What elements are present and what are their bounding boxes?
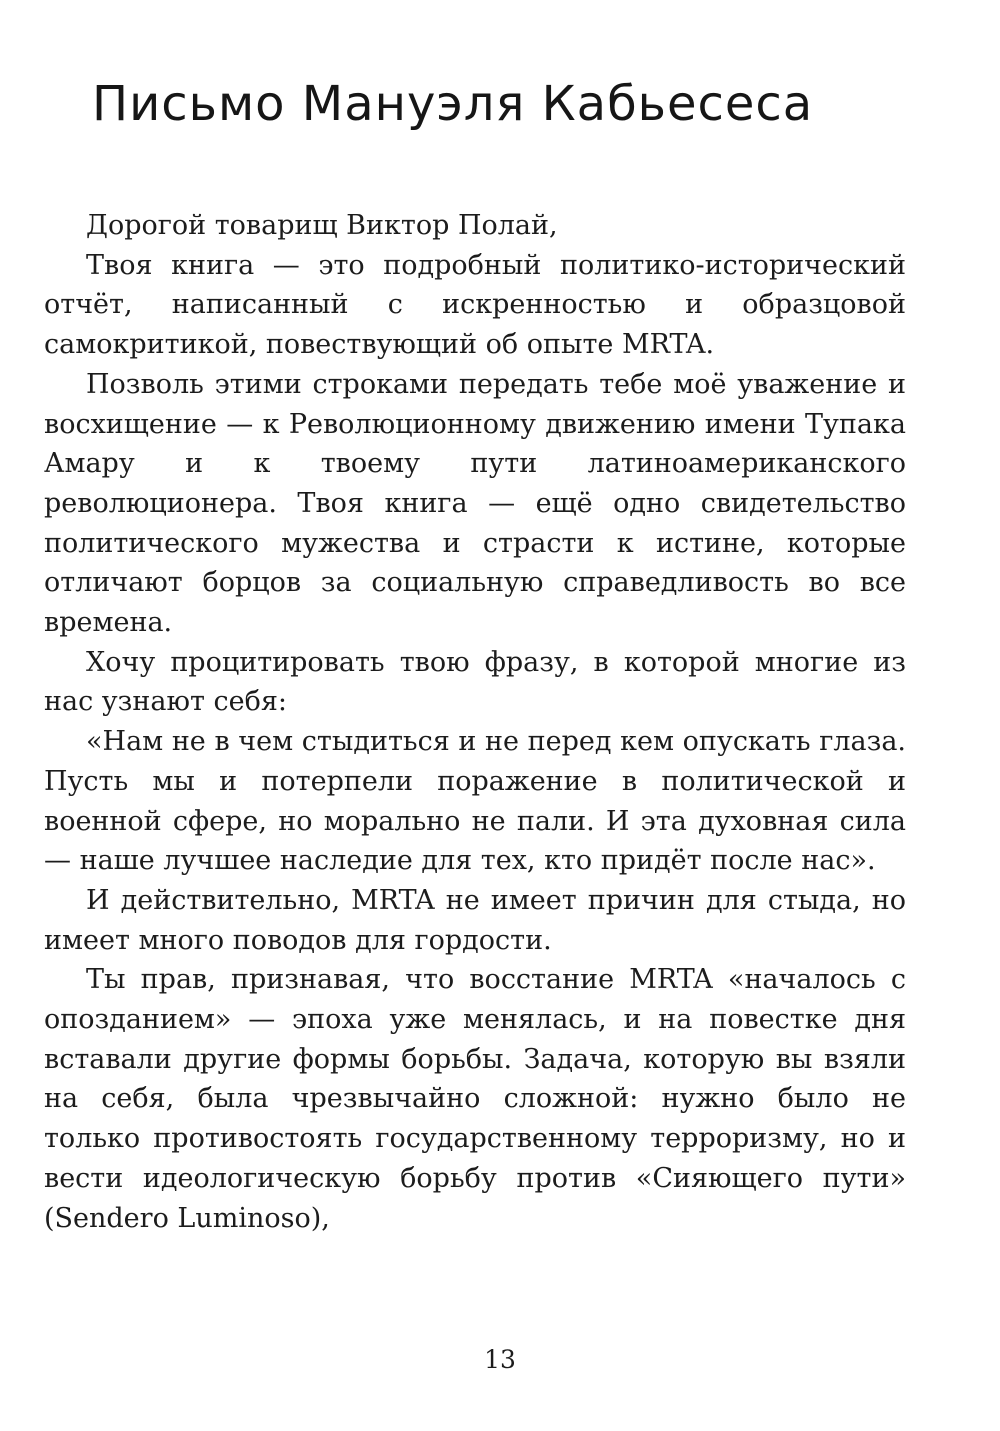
paragraph: Позволь этими строками передать тебе моё уважение и восхищение — к Революционному движению имени Тупака Амару и к твоему пути латиноамериканского революционера. Твоя книга — ещё одно свидетельство политического мужества и страсти к истине, которые отличают борцов за социальную справедливость во все времена. bbox=[44, 368, 906, 639]
quote-paragraph: «Нам не в чем стыдиться и не перед кем опускать глаза. Пусть мы и потерпели поражение в политической и военной сфере, но морально не пали. И эта духовная сила — наше лучшее наследие для тех, кто придёт после нас». bbox=[44, 726, 906, 877]
letter-body bbox=[44, 206, 906, 1238]
paragraph: Хочу процитировать твою фразу, в которой многие из нас узнают себя: bbox=[44, 646, 906, 718]
page-title: Письмо Мануэля Кабьесеса bbox=[92, 76, 814, 132]
paragraph: И действительно, MRTA не имеет причин для стыда, но имеет много поводов для гордости. bbox=[44, 884, 906, 956]
letter-greeting: Дорогой товарищ Виктор Полай, bbox=[86, 210, 558, 241]
paragraph: Ты прав, признавая, что восстание MRTA «началось с опозданием» — эпоха уже менялась, и на повестке дня вставали другие формы борьбы. Задача, которую вы взяли на себя, была чрезвычайно сложной: нужно было не только противостоять государственному терроризму, но и вести идеологическую борьбу против «Сияющего пути» (Sendero Luminoso), bbox=[44, 964, 906, 1234]
page-number: 13 bbox=[484, 1345, 516, 1374]
paragraph: Твоя книга — это подробный политико-исторический отчёт, написанный с искренностью и образцовой самокритикой, повествующий об опыте MRTA. bbox=[44, 249, 906, 361]
